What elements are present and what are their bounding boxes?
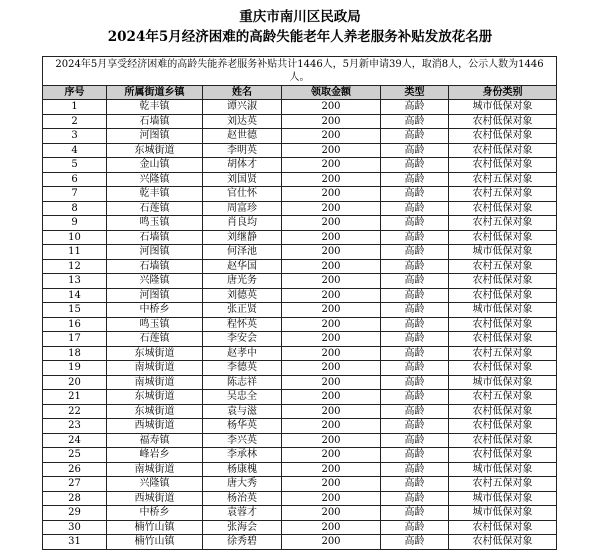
cell-index: 15 <box>43 303 107 318</box>
cell-name: 陈志祥 <box>203 375 282 390</box>
table-row <box>43 288 557 303</box>
cell-index: 23 <box>43 419 107 434</box>
cell-town: 乾丰镇 <box>107 187 203 202</box>
cell-amount: 200 <box>282 259 381 274</box>
cell-type: 高龄 <box>381 245 449 260</box>
cell-name: 唐大秀 <box>203 477 282 492</box>
cell-category: 农村低保对象 <box>449 158 557 173</box>
table-row <box>43 245 557 260</box>
table-row <box>43 520 557 535</box>
cell-name: 赵孝中 <box>203 346 282 361</box>
cell-category: 农村低保对象 <box>449 230 557 245</box>
cell-amount: 200 <box>282 129 381 144</box>
cell-index: 20 <box>43 375 107 390</box>
cell-type: 高龄 <box>381 433 449 448</box>
table-row <box>43 419 557 434</box>
cell-category: 农村五保对象 <box>449 390 557 405</box>
cell-index: 6 <box>43 172 107 187</box>
cell-name: 李德英 <box>203 361 282 376</box>
cell-amount: 200 <box>282 158 381 173</box>
cell-category: 农村低保对象 <box>449 114 557 129</box>
cell-amount: 200 <box>282 419 381 434</box>
cell-town: 西城街道 <box>107 419 203 434</box>
cell-town: 楠竹山镇 <box>107 520 203 535</box>
summary-note: 2024年5月享受经济困难的高龄失能养老服务补贴共计1446人，5月新申请39人，取消8人，公示人数为1446人。 <box>43 57 557 86</box>
cell-town: 石墙镇 <box>107 259 203 274</box>
cell-town: 峰岩乡 <box>107 448 203 463</box>
subsidy-roster-table <box>42 56 557 550</box>
cell-town: 石莲镇 <box>107 201 203 216</box>
cell-name: 程怀英 <box>203 317 282 332</box>
cell-name: 官仕怀 <box>203 187 282 202</box>
cell-type: 高龄 <box>381 477 449 492</box>
column-header-type: 类型 <box>381 86 449 100</box>
cell-category: 农村低保对象 <box>449 433 557 448</box>
cell-town: 中桥乡 <box>107 506 203 521</box>
cell-amount: 200 <box>282 462 381 477</box>
cell-town: 南城街道 <box>107 462 203 477</box>
cell-index: 29 <box>43 506 107 521</box>
cell-town: 河图镇 <box>107 129 203 144</box>
table-row <box>43 158 557 173</box>
cell-type: 高龄 <box>381 419 449 434</box>
cell-town: 兴隆镇 <box>107 477 203 492</box>
cell-town: 鸣玉镇 <box>107 317 203 332</box>
cell-name: 李明英 <box>203 143 282 158</box>
cell-category: 农村低保对象 <box>449 332 557 347</box>
cell-category: 农村五保对象 <box>449 172 557 187</box>
cell-index: 31 <box>43 535 107 550</box>
cell-amount: 200 <box>282 274 381 289</box>
cell-index: 13 <box>43 274 107 289</box>
table-row <box>43 491 557 506</box>
cell-category: 农村低保对象 <box>449 143 557 158</box>
cell-name: 肖良均 <box>203 216 282 231</box>
cell-town: 南城街道 <box>107 375 203 390</box>
cell-index: 17 <box>43 332 107 347</box>
cell-type: 高龄 <box>381 100 449 115</box>
cell-category: 城市低保对象 <box>449 462 557 477</box>
cell-amount: 200 <box>282 520 381 535</box>
cell-index: 26 <box>43 462 107 477</box>
cell-category: 农村低保对象 <box>449 520 557 535</box>
cell-category: 农村低保对象 <box>449 201 557 216</box>
cell-amount: 200 <box>282 535 381 550</box>
cell-name: 周富珍 <box>203 201 282 216</box>
cell-name: 胡体才 <box>203 158 282 173</box>
table-row <box>43 274 557 289</box>
cell-amount: 200 <box>282 143 381 158</box>
document-title: 重庆市南川区民政局 <box>239 9 361 25</box>
cell-category: 城市低保对象 <box>449 506 557 521</box>
cell-name: 杨华英 <box>203 419 282 434</box>
table-body <box>43 100 557 550</box>
cell-category: 农村五保对象 <box>449 477 557 492</box>
cell-amount: 200 <box>282 100 381 115</box>
cell-category: 农村低保对象 <box>449 419 557 434</box>
table-row <box>43 404 557 419</box>
cell-amount: 200 <box>282 433 381 448</box>
cell-town: 中桥乡 <box>107 303 203 318</box>
cell-name: 赵华国 <box>203 259 282 274</box>
table-row <box>43 129 557 144</box>
cell-category: 农村低保对象 <box>449 274 557 289</box>
cell-name: 刘德英 <box>203 288 282 303</box>
cell-amount: 200 <box>282 491 381 506</box>
cell-index: 2 <box>43 114 107 129</box>
cell-town: 乾丰镇 <box>107 100 203 115</box>
cell-town: 鸣玉镇 <box>107 216 203 231</box>
table-row <box>43 187 557 202</box>
cell-town: 金山镇 <box>107 158 203 173</box>
cell-index: 14 <box>43 288 107 303</box>
document-subtitle: 2024年5月经济困难的高龄失能老年人养老服务补贴发放花名册 <box>107 29 493 45</box>
cell-amount: 200 <box>282 288 381 303</box>
cell-type: 高龄 <box>381 259 449 274</box>
cell-town: 石墙镇 <box>107 230 203 245</box>
cell-name: 李承林 <box>203 448 282 463</box>
cell-category: 农村低保对象 <box>449 288 557 303</box>
cell-amount: 200 <box>282 216 381 231</box>
cell-amount: 200 <box>282 317 381 332</box>
cell-type: 高龄 <box>381 201 449 216</box>
cell-amount: 200 <box>282 303 381 318</box>
cell-town: 东城街道 <box>107 404 203 419</box>
column-header-amount: 领取金额 <box>282 86 381 100</box>
cell-amount: 200 <box>282 375 381 390</box>
cell-index: 1 <box>43 100 107 115</box>
cell-index: 11 <box>43 245 107 260</box>
cell-amount: 200 <box>282 448 381 463</box>
table-row <box>43 361 557 376</box>
cell-name: 何泽池 <box>203 245 282 260</box>
cell-amount: 200 <box>282 346 381 361</box>
cell-type: 高龄 <box>381 462 449 477</box>
cell-amount: 200 <box>282 114 381 129</box>
table-row <box>43 259 557 274</box>
cell-index: 4 <box>43 143 107 158</box>
cell-town: 南城街道 <box>107 361 203 376</box>
cell-index: 25 <box>43 448 107 463</box>
table-row <box>43 303 557 318</box>
table-row <box>43 346 557 361</box>
cell-name: 刘达英 <box>203 114 282 129</box>
cell-town: 兴隆镇 <box>107 274 203 289</box>
cell-type: 高龄 <box>381 520 449 535</box>
cell-index: 27 <box>43 477 107 492</box>
cell-type: 高龄 <box>381 317 449 332</box>
cell-type: 高龄 <box>381 346 449 361</box>
cell-category: 农村低保对象 <box>449 317 557 332</box>
cell-type: 高龄 <box>381 274 449 289</box>
cell-amount: 200 <box>282 361 381 376</box>
cell-name: 赵世德 <box>203 129 282 144</box>
cell-amount: 200 <box>282 187 381 202</box>
cell-name: 张海会 <box>203 520 282 535</box>
cell-town: 石墙镇 <box>107 114 203 129</box>
cell-type: 高龄 <box>381 187 449 202</box>
cell-category: 农村五保对象 <box>449 259 557 274</box>
cell-town: 西城街道 <box>107 491 203 506</box>
cell-amount: 200 <box>282 172 381 187</box>
cell-town: 兴隆镇 <box>107 172 203 187</box>
table-row <box>43 506 557 521</box>
table-row <box>43 535 557 550</box>
cell-index: 9 <box>43 216 107 231</box>
cell-type: 高龄 <box>381 114 449 129</box>
cell-index: 12 <box>43 259 107 274</box>
cell-name: 唐光务 <box>203 274 282 289</box>
cell-index: 7 <box>43 187 107 202</box>
cell-type: 高龄 <box>381 404 449 419</box>
cell-name: 杨治英 <box>203 491 282 506</box>
cell-name: 谭兴淑 <box>203 100 282 115</box>
cell-name: 徐秀碧 <box>203 535 282 550</box>
cell-type: 高龄 <box>381 491 449 506</box>
cell-type: 高龄 <box>381 158 449 173</box>
cell-amount: 200 <box>282 201 381 216</box>
cell-name: 李安会 <box>203 332 282 347</box>
table-row <box>43 172 557 187</box>
table-row <box>43 201 557 216</box>
cell-category: 城市低保对象 <box>449 303 557 318</box>
cell-town: 东城街道 <box>107 390 203 405</box>
cell-type: 高龄 <box>381 375 449 390</box>
cell-category: 城市低保对象 <box>449 100 557 115</box>
column-header-row <box>43 86 557 100</box>
cell-amount: 200 <box>282 332 381 347</box>
cell-name: 刘国贤 <box>203 172 282 187</box>
table-row <box>43 462 557 477</box>
cell-town: 河图镇 <box>107 288 203 303</box>
cell-amount: 200 <box>282 245 381 260</box>
table-row <box>43 100 557 115</box>
cell-name: 刘继静 <box>203 230 282 245</box>
cell-index: 22 <box>43 404 107 419</box>
cell-type: 高龄 <box>381 390 449 405</box>
cell-town: 石莲镇 <box>107 332 203 347</box>
cell-category: 城市低保对象 <box>449 491 557 506</box>
cell-index: 3 <box>43 129 107 144</box>
cell-name: 袁蓉才 <box>203 506 282 521</box>
table-row <box>43 448 557 463</box>
cell-town: 楠竹山镇 <box>107 535 203 550</box>
cell-type: 高龄 <box>381 303 449 318</box>
column-header-name: 姓名 <box>203 86 282 100</box>
column-header-town: 所属街道乡镇 <box>107 86 203 100</box>
table-row <box>43 390 557 405</box>
cell-index: 19 <box>43 361 107 376</box>
cell-type: 高龄 <box>381 448 449 463</box>
table-row <box>43 216 557 231</box>
cell-name: 张正贤 <box>203 303 282 318</box>
cell-town: 东城街道 <box>107 346 203 361</box>
table-row <box>43 114 557 129</box>
table-row <box>43 375 557 390</box>
cell-amount: 200 <box>282 404 381 419</box>
cell-type: 高龄 <box>381 535 449 550</box>
cell-type: 高龄 <box>381 143 449 158</box>
table-row <box>43 477 557 492</box>
cell-amount: 200 <box>282 477 381 492</box>
cell-name: 吴忠全 <box>203 390 282 405</box>
cell-name: 杨康槐 <box>203 462 282 477</box>
cell-category: 农村低保对象 <box>449 535 557 550</box>
cell-index: 8 <box>43 201 107 216</box>
table-row <box>43 332 557 347</box>
cell-type: 高龄 <box>381 230 449 245</box>
table-row <box>43 317 557 332</box>
cell-index: 21 <box>43 390 107 405</box>
cell-category: 城市低保对象 <box>449 245 557 260</box>
cell-amount: 200 <box>282 390 381 405</box>
cell-type: 高龄 <box>381 172 449 187</box>
cell-town: 福寿镇 <box>107 433 203 448</box>
cell-category: 农村低保对象 <box>449 404 557 419</box>
cell-amount: 200 <box>282 506 381 521</box>
cell-type: 高龄 <box>381 129 449 144</box>
cell-index: 5 <box>43 158 107 173</box>
cell-amount: 200 <box>282 230 381 245</box>
cell-category: 农村五保对象 <box>449 346 557 361</box>
cell-category: 农村低保对象 <box>449 448 557 463</box>
cell-name: 李兴英 <box>203 433 282 448</box>
table-row <box>43 433 557 448</box>
column-header-category: 身份类别 <box>449 86 557 100</box>
cell-index: 28 <box>43 491 107 506</box>
cell-index: 24 <box>43 433 107 448</box>
cell-index: 16 <box>43 317 107 332</box>
cell-name: 袁与滋 <box>203 404 282 419</box>
table-row <box>43 230 557 245</box>
cell-category: 农村低保对象 <box>449 129 557 144</box>
cell-type: 高龄 <box>381 216 449 231</box>
cell-type: 高龄 <box>381 361 449 376</box>
cell-type: 高龄 <box>381 332 449 347</box>
cell-type: 高龄 <box>381 506 449 521</box>
cell-index: 30 <box>43 520 107 535</box>
cell-type: 高龄 <box>381 288 449 303</box>
cell-category: 农村五保对象 <box>449 216 557 231</box>
cell-category: 农村低保对象 <box>449 361 557 376</box>
cell-category: 城市低保对象 <box>449 375 557 390</box>
cell-town: 河图镇 <box>107 245 203 260</box>
column-header-index: 序号 <box>43 86 107 100</box>
cell-index: 10 <box>43 230 107 245</box>
cell-index: 18 <box>43 346 107 361</box>
cell-town: 东城街道 <box>107 143 203 158</box>
table-row <box>43 143 557 158</box>
cell-category: 农村五保对象 <box>449 187 557 202</box>
